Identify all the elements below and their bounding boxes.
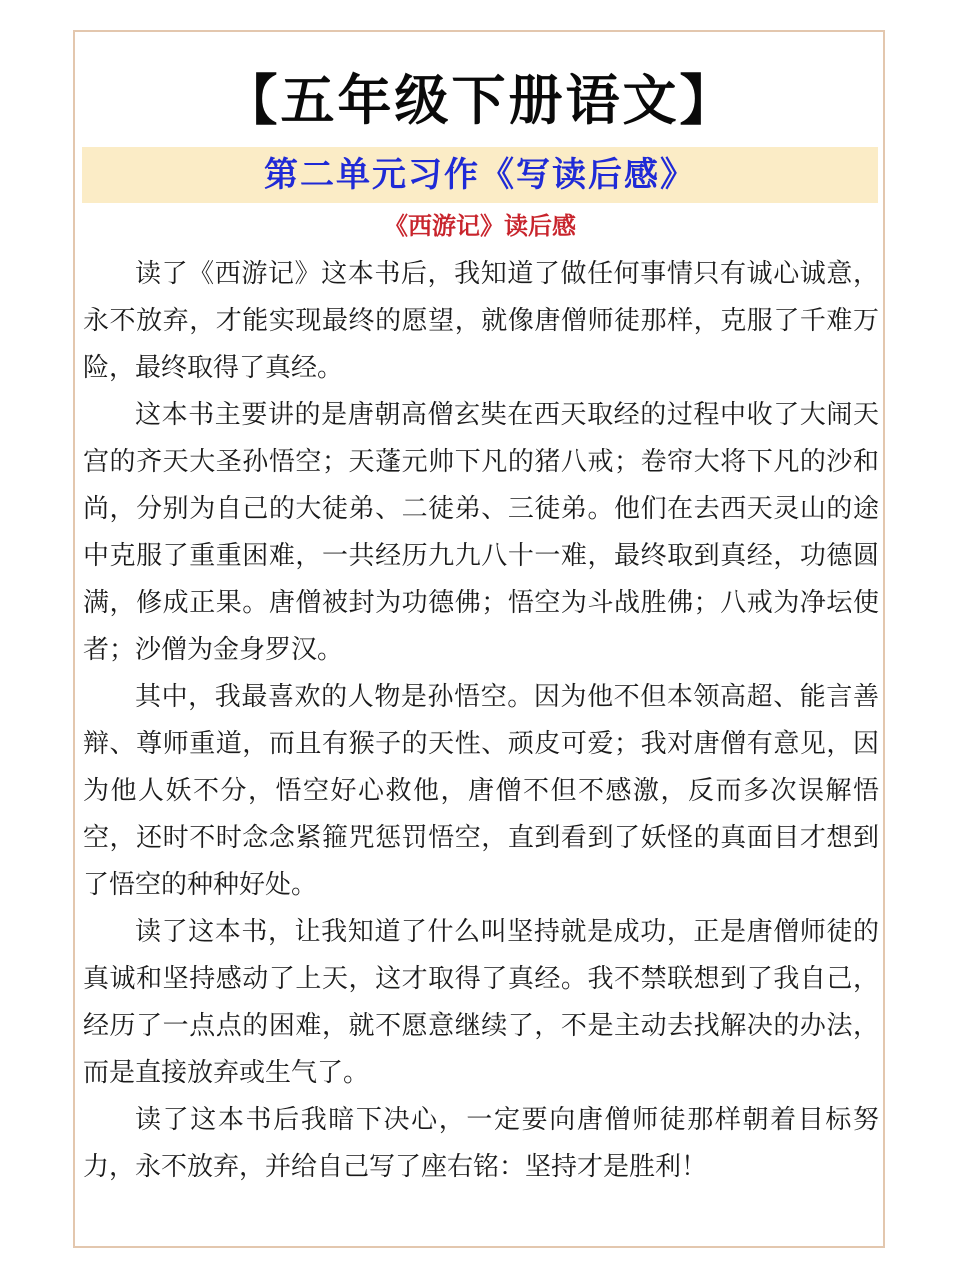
essay-paragraph-4: 读了这本书，让我知道了什么叫坚持就是成功，正是唐僧师徒的真诚和坚持感动了上天，这才取得了真经。我不禁联想到了我自己，经历了一点点的困难，就不愿意继续了，不是主动去找解决的办法，而是直接放弃或生气了。 (83, 917, 879, 1088)
page-subtitle: 第二单元习作《写读后感》 (264, 155, 696, 195)
essay-title: 《西游记》读后感 (384, 212, 576, 240)
essay-paragraph-5: 读了这本书后我暗下决心，一定要向唐僧师徒那样朝着目标努力，永不放弃，并给自己写了座右铭：坚持才是胜利！ (83, 1105, 879, 1182)
page-title: 【五年级下册语文】 (223, 68, 737, 132)
essay-paragraph-1: 读了《西游记》这本书后，我知道了做任何事情只有诚心诚意，永不放弃，才能实现最终的愿望，就像唐僧师徒那样，克服了千难万险，最终取得了真经。 (83, 259, 879, 383)
essay-paragraph-3: 其中，我最喜欢的人物是孙悟空。因为他不但本领高超、能言善辩、尊师重道，而且有猴子的天性、顽皮可爱；我对唐僧有意见，因为他人妖不分，悟空好心救他，唐僧不但不感激，反而多次误解悟空，还时不时念念紧箍咒惩罚悟空，直到看到了妖怪的真面目才想到了悟空的种种好处。 (83, 682, 879, 900)
essay-paragraph-2: 这本书主要讲的是唐朝高僧玄奘在西天取经的过程中收了大闹天宫的齐天大圣孙悟空；天蓬元帅下凡的猪八戒；卷帘大将下凡的沙和尚，分别为自己的大徒弟、二徒弟、三徒弟。他们在去西天灵山的途中克服了重重困难，一共经历九九八十一难，最终取到真经，功德圆满，修成正果。唐僧被封为功德佛；悟空为斗战胜佛；八戒为净坛使者；沙僧为金身罗汉。 (83, 400, 879, 665)
essay-body (83, 251, 879, 1191)
